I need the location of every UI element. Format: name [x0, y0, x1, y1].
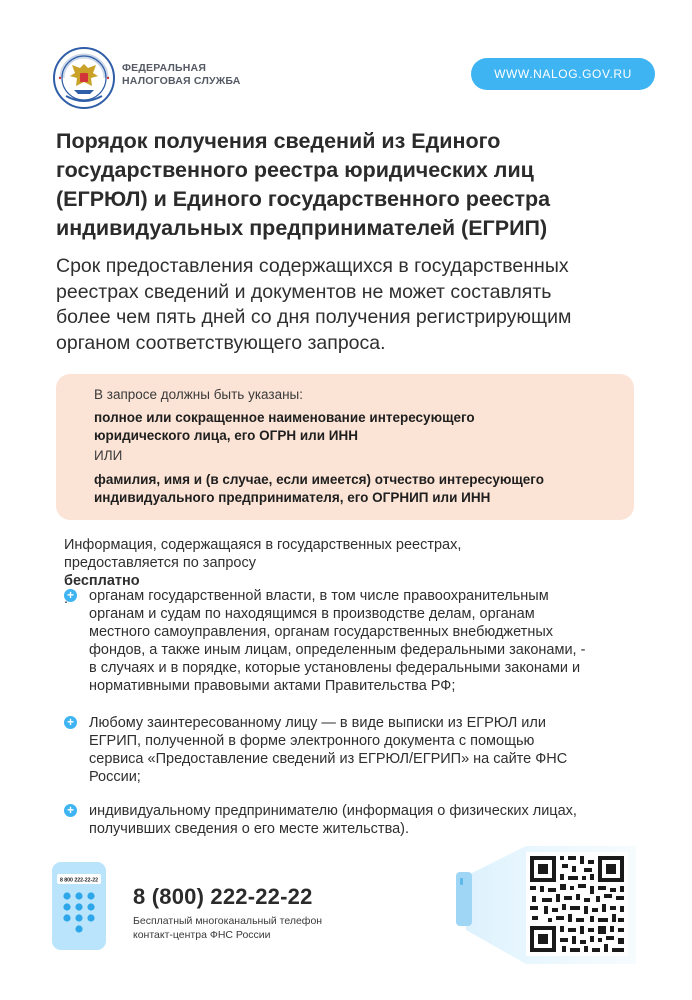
- fns-emblem-logo: [52, 46, 116, 110]
- request-option-entrepreneur: [94, 471, 610, 506]
- list-item-line: органам и судам по находящимся в производстве делам, органам: [89, 606, 535, 622]
- website-link[interactable]: WWW.NALOG.GOV.RU: [471, 58, 655, 90]
- qr-code-scan-illustration: [452, 846, 636, 964]
- list-item-line: России;: [89, 769, 141, 785]
- lead-line: более чем пять дней со дня получения регистрирующим: [56, 306, 572, 328]
- org-name-line1: ФЕДЕРАЛЬНАЯ: [122, 62, 207, 74]
- list-item-line: органам государственной власти, в том числе правоохранительным: [89, 588, 549, 604]
- title-line: Порядок получения сведений из Единого: [56, 129, 501, 153]
- org-name: [122, 62, 241, 88]
- free-of-charge-emphasis: бесплатно: [64, 573, 140, 589]
- request-requirements-box: [56, 374, 634, 520]
- lead-line: реестрах сведений и документов не может составлять: [56, 280, 552, 303]
- page-title: [56, 127, 636, 243]
- hotline-description-line: контакт-центра ФНС России: [133, 929, 271, 941]
- request-option-legal-entity: [94, 409, 610, 444]
- list-item-any-person: [64, 714, 567, 786]
- request-intro: В запросе должны быть указаны:: [94, 387, 304, 402]
- info-intro-line: Информация, содержащаяся в государственных реестрах,: [64, 537, 462, 553]
- list-item-line: получивших сведения о его месте жительства).: [89, 821, 410, 837]
- info-intro-prefix: предоставляется по запросу: [64, 555, 256, 571]
- title-line: государственного реестра юридических лиц: [56, 158, 534, 182]
- org-name-line2: НАЛОГОВАЯ СЛУЖБА: [122, 75, 241, 87]
- lead-line: Срок предоставления содержащихся в государственных: [56, 255, 569, 277]
- hotline-description: [133, 914, 322, 942]
- phone-screen-text: 8 800 222-22-22: [59, 877, 99, 884]
- title-line: индивидуальных предпринимателей (ЕГРИП): [56, 216, 548, 240]
- hotline-number[interactable]: 8 (800) 222-22-22: [133, 884, 313, 909]
- request-option-line: фамилия, имя и (в случае, если имеется) отчество интересующего: [94, 472, 545, 487]
- list-item-line: местного самоуправления, органам государственных внебюджетных: [89, 624, 554, 640]
- list-item-line: в случаях и в порядке, которые установлены федеральными законами и: [89, 660, 581, 676]
- phone-keypad-icon: [52, 862, 106, 950]
- list-item-line: Любому заинтересованному лицу — в виде выписки из ЕГРЮЛ или: [89, 715, 546, 731]
- plus-circle-icon: +: [64, 716, 77, 729]
- lead-paragraph: [56, 254, 656, 356]
- list-item-line: сервиса «Предоставление сведений из ЕГРЮЛ/ЕГРИП» на сайте ФНС: [89, 751, 568, 767]
- lead-line: органом соответствующего запроса.: [56, 331, 386, 354]
- list-item-line: ЕГРИП, полученной в форме электронного документа с помощью: [89, 733, 535, 749]
- hotline-description-line: Бесплатный многоканальный телефон: [133, 915, 323, 927]
- list-item-line: нормативными правовыми актами Правительства РФ;: [89, 678, 456, 694]
- list-item-line: фондов, а также иным лицам, определенным федеральными законами, -: [89, 642, 586, 658]
- request-option-line: индивидуального предпринимателя, его ОГРНИП или ИНН: [94, 489, 491, 505]
- title-line: (ЕГРЮЛ) и Единого государственного реестра: [56, 187, 551, 211]
- request-or-label: ИЛИ: [94, 448, 123, 463]
- list-item-line: индивидуальному предпринимателю (информация о физических лицах,: [89, 803, 577, 819]
- list-item-authorities: [64, 587, 585, 695]
- list-item-entrepreneur: [64, 802, 577, 838]
- request-option-line: юридического лица, его ОГРН или ИНН: [94, 427, 358, 443]
- plus-circle-icon: +: [64, 589, 77, 602]
- request-option-line: полное или сокращенное наименование интересующего: [94, 410, 475, 425]
- plus-circle-icon: +: [64, 804, 77, 817]
